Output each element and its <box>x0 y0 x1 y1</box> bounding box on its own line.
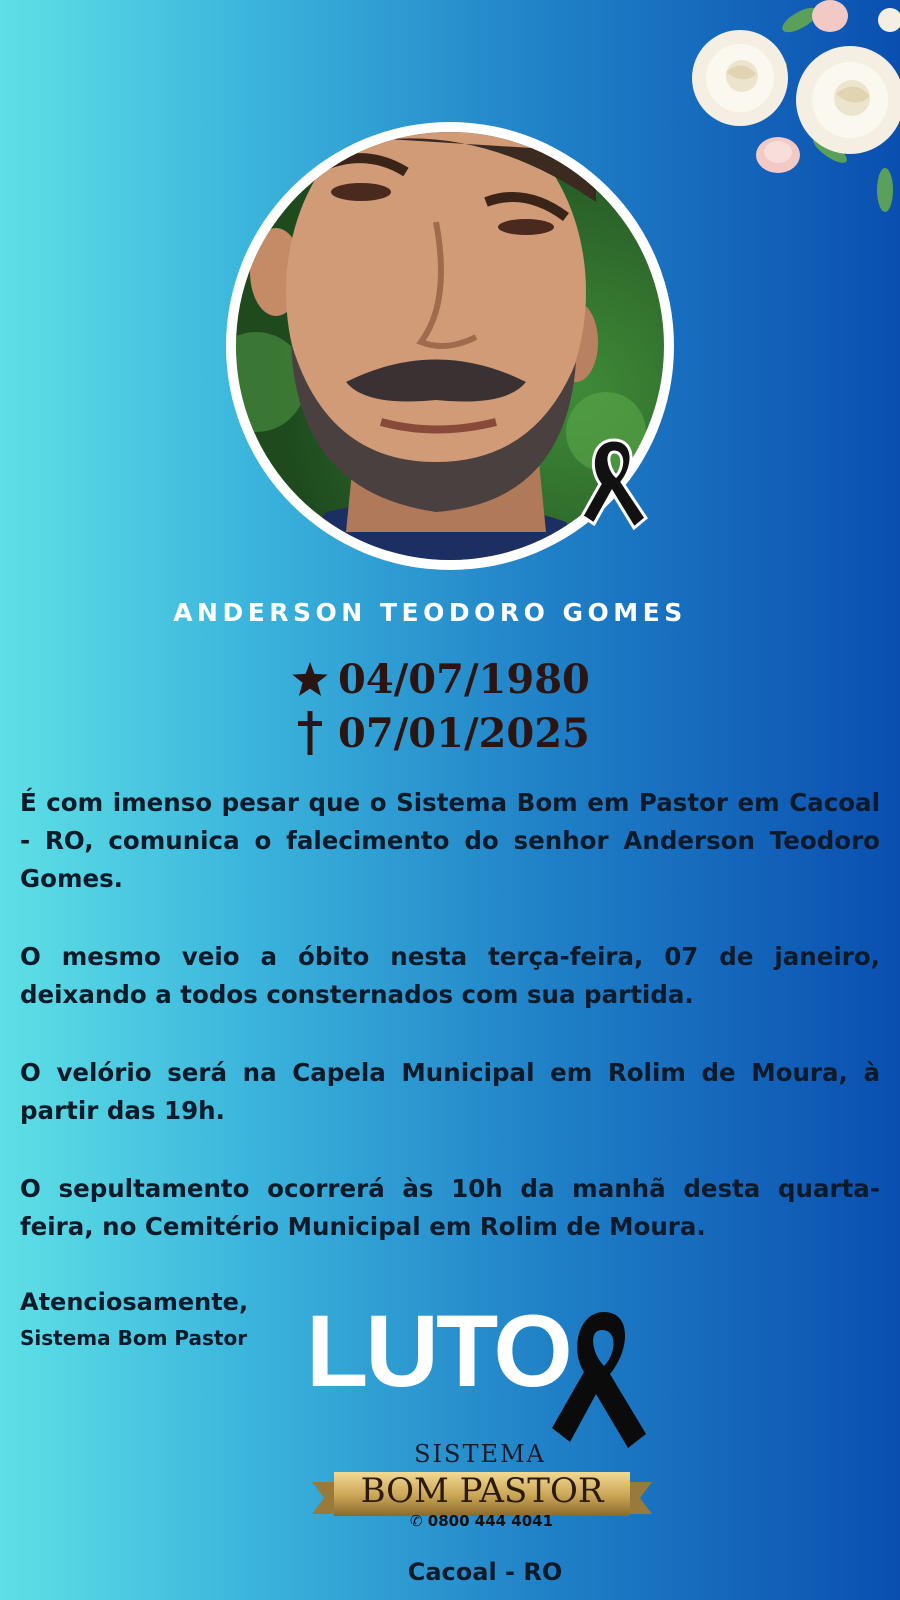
paragraph-burial-info: O sepultamento ocorrerá às 10h da manhã desta quarta-feira, no Cemitério Municipal em Rolim de Moura. <box>20 1174 880 1241</box>
city-label: Cacoal - RO <box>407 1558 563 1586</box>
luto-title: LUTO <box>306 1294 570 1408</box>
roses-decoration <box>650 0 900 240</box>
paragraph-death-info: O mesmo veio a óbito nesta terça-feira, 07 de janeiro, deixando a todos consternados com sua partida. <box>20 942 880 1009</box>
phone-number: ✆ 0800 444 4041 <box>410 1512 554 1530</box>
paragraph-announcement: É com imenso pesar que o Sistema Bom em Pastor em Cacoal - RO, comunica o falecimento do senhor Anderson Teodoro Gomes. <box>20 788 880 893</box>
cross-icon <box>290 711 330 755</box>
announcement-text <box>20 784 880 1286</box>
brand-bom-pastor: BOM PASTOR <box>360 1471 604 1511</box>
brand-sistema: SISTEMA <box>414 1440 546 1468</box>
paragraph-wake-info: O velório será na Capela Municipal em Rolim de Moura, à partir das 19h. <box>20 1058 880 1125</box>
deceased-name: ANDERSON TEODORO GOMES <box>173 598 687 627</box>
black-ribbon-icon <box>548 1310 648 1450</box>
sender-text: Sistema Bom Pastor <box>20 1326 248 1350</box>
birth-date: 04/07/1980 <box>338 655 590 703</box>
closing-text: Atenciosamente, <box>20 1288 249 1316</box>
mourning-ribbon-icon <box>578 436 652 532</box>
birth-date-line <box>290 654 710 704</box>
death-date: 07/01/2025 <box>338 709 590 757</box>
star-icon <box>290 662 330 696</box>
death-date-line <box>290 708 710 758</box>
